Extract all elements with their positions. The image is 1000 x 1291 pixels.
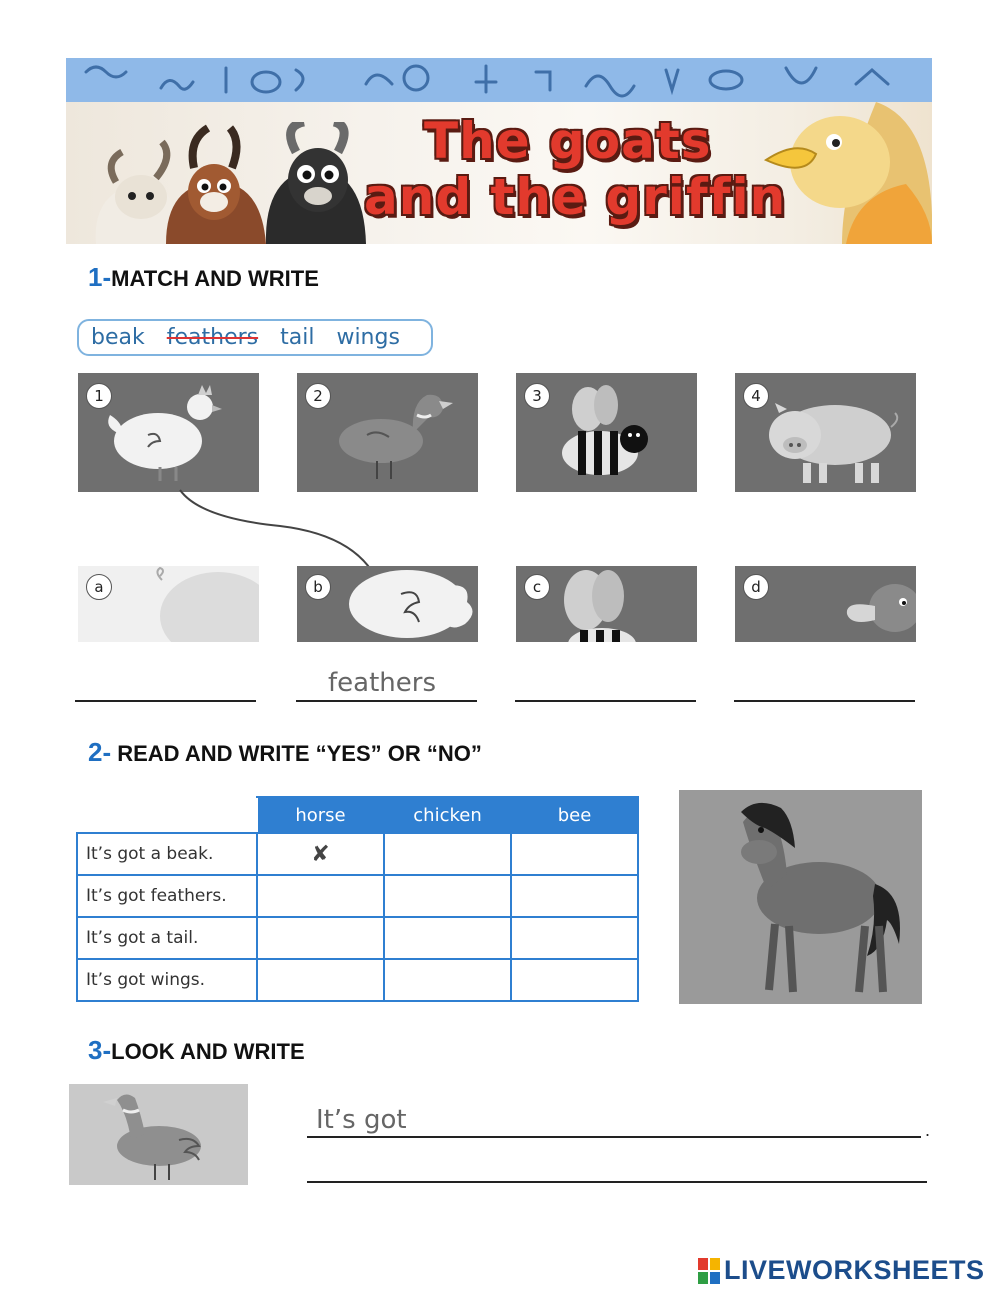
answer-cell[interactable] xyxy=(384,833,511,875)
answer-line-d[interactable] xyxy=(734,700,915,702)
picture-part-a-tail xyxy=(78,566,259,642)
table-header-row xyxy=(77,797,638,833)
column-header: horse xyxy=(257,797,384,833)
banner-illustration xyxy=(66,102,932,244)
picture-chicken xyxy=(78,373,259,492)
label-c: c xyxy=(524,574,550,600)
row-label: It’s got a beak. xyxy=(77,833,257,875)
section3-heading xyxy=(88,1035,305,1066)
write-prompt: It’s got xyxy=(316,1105,407,1135)
column-header: chicken xyxy=(384,797,511,833)
picture-part-b-feathers xyxy=(297,566,478,642)
section1-heading xyxy=(88,262,319,293)
row-label: It’s got wings. xyxy=(77,959,257,1001)
yes-no-table xyxy=(76,796,639,1002)
duck-icon xyxy=(69,1084,248,1185)
answer-cell[interactable] xyxy=(384,875,511,917)
word-bank-item: beak xyxy=(91,325,145,350)
answer-cell[interactable] xyxy=(257,875,384,917)
label-b: b xyxy=(305,574,331,600)
answer-cell[interactable] xyxy=(511,917,638,959)
answer-cell[interactable] xyxy=(511,959,638,1001)
label-2: 2 xyxy=(305,383,331,409)
label-3: 3 xyxy=(524,383,550,409)
answer-cell[interactable] xyxy=(511,833,638,875)
answer-cell[interactable] xyxy=(257,959,384,1001)
answer-cell[interactable] xyxy=(384,959,511,1001)
answer-line-b[interactable] xyxy=(296,700,477,702)
picture-horse xyxy=(679,790,922,1004)
picture-pig xyxy=(735,373,916,492)
label-a: a xyxy=(86,574,112,600)
label-d: d xyxy=(743,574,769,600)
word-bank xyxy=(77,319,433,356)
table-row xyxy=(77,833,638,875)
picture-part-c-wings xyxy=(516,566,697,642)
section3-heading-text: LOOK AND WRITE xyxy=(111,1039,305,1064)
answer-cell[interactable] xyxy=(384,917,511,959)
answer-cell[interactable] xyxy=(511,875,638,917)
banner xyxy=(66,58,932,244)
banner-title-line2: and the griffin xyxy=(364,168,787,226)
row-label: It’s got feathers. xyxy=(77,875,257,917)
label-4: 4 xyxy=(743,383,769,409)
section2-heading-text: READ AND WRITE “YES” OR “NO” xyxy=(111,741,482,766)
row-label: It’s got a tail. xyxy=(77,917,257,959)
write-line-2[interactable] xyxy=(307,1181,927,1183)
answer-b: feathers xyxy=(328,668,436,698)
banner-title-line1: The goats xyxy=(424,112,712,170)
table-row xyxy=(77,875,638,917)
picture-bee xyxy=(516,373,697,492)
section2-heading xyxy=(88,737,482,768)
table-row xyxy=(77,959,638,1001)
liveworksheets-logo xyxy=(698,1255,985,1286)
column-header: bee xyxy=(511,797,638,833)
word-bank-item-crossed: feathers xyxy=(166,325,259,350)
goats-illustration xyxy=(86,122,366,244)
horse-icon xyxy=(679,790,922,1004)
word-bank-item: tail xyxy=(280,325,315,350)
table-row xyxy=(77,917,638,959)
answer-cell[interactable] xyxy=(257,917,384,959)
logo-blocks-icon xyxy=(698,1258,720,1284)
picture-part-d-beak xyxy=(735,566,916,642)
section3-number: 3- xyxy=(88,1035,112,1065)
answer-cell[interactable]: ✘ xyxy=(257,833,384,875)
banner-doodle-strip xyxy=(66,58,932,102)
answer-line-c[interactable] xyxy=(515,700,696,702)
section1-number: 1- xyxy=(88,262,112,292)
picture-duck xyxy=(297,373,478,492)
answer-line-a[interactable] xyxy=(75,700,256,702)
sentence-full-stop: . xyxy=(925,1120,931,1140)
griffin-illustration xyxy=(756,102,932,244)
word-bank-item: wings xyxy=(336,325,400,350)
write-line-1[interactable] xyxy=(307,1136,921,1138)
section1-heading-text: MATCH AND WRITE xyxy=(111,266,319,291)
section2-number: 2- xyxy=(88,737,112,767)
picture-duck-small xyxy=(69,1084,248,1185)
table-corner xyxy=(77,797,257,833)
label-1: 1 xyxy=(86,383,112,409)
logo-text: LIVEWORKSHEETS xyxy=(724,1255,985,1285)
